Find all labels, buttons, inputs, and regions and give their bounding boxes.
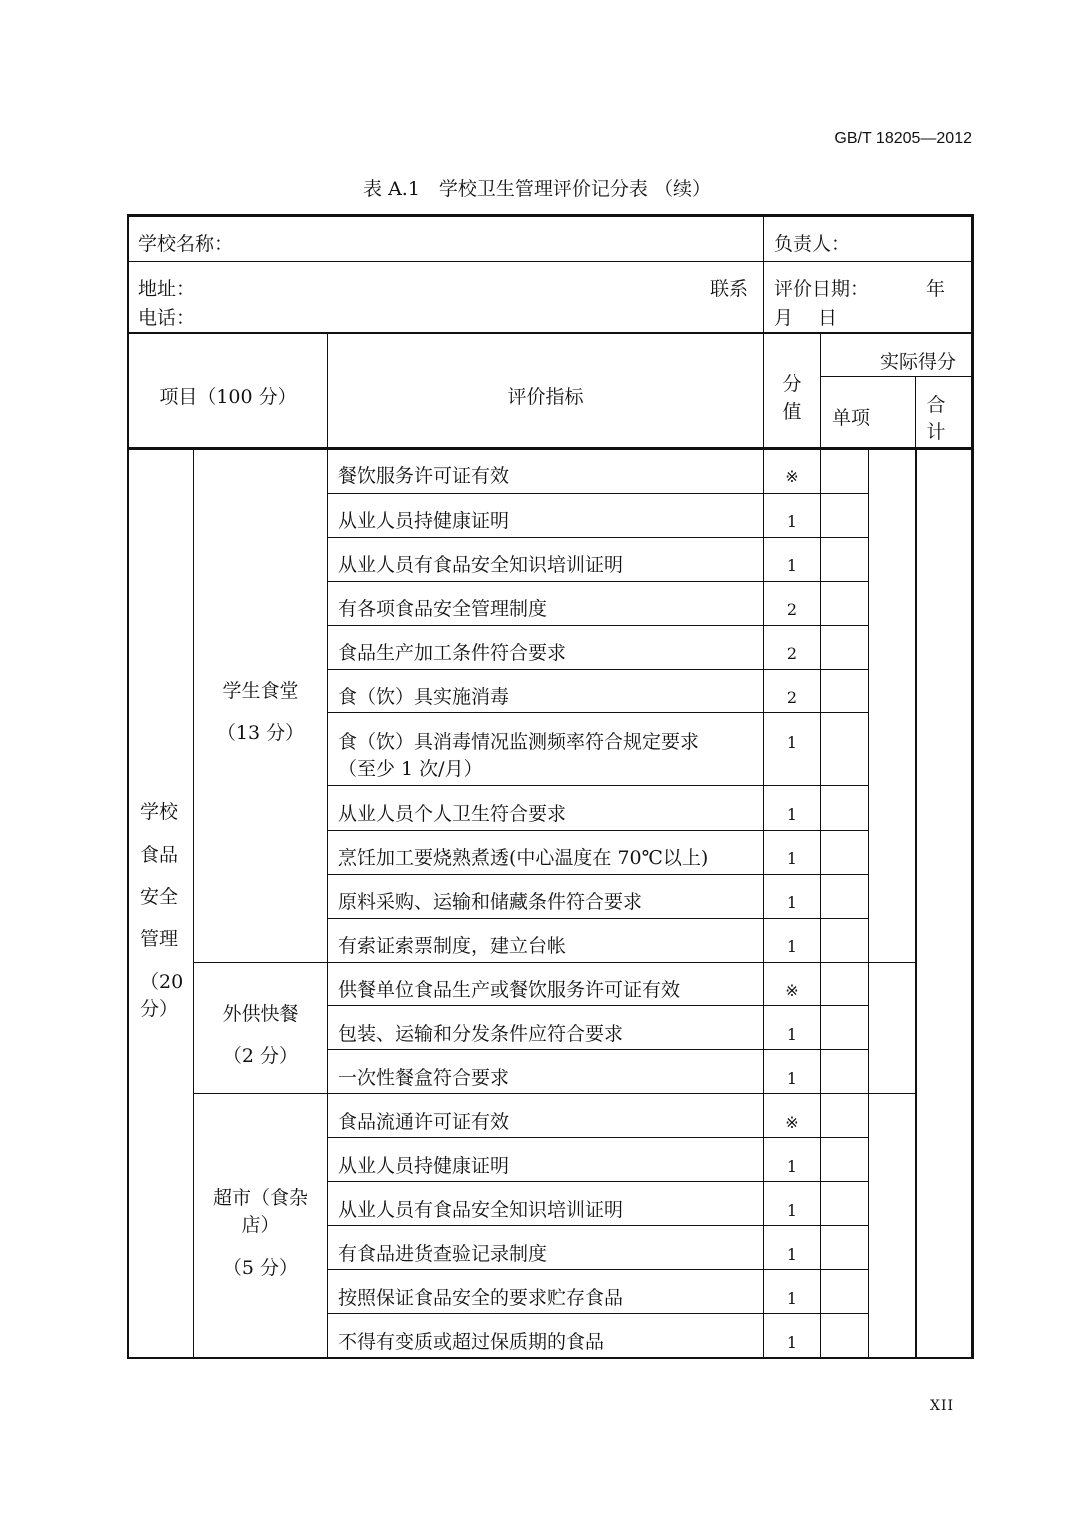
group-name-supermarket: 超市（食杂 bbox=[212, 1187, 308, 1209]
indicator-label: 食（饮）具消毒情况监测频率符合规定要求 bbox=[338, 731, 700, 753]
score-value: 2 bbox=[786, 644, 798, 663]
day-label: 日 bbox=[818, 307, 838, 329]
school-name-label: 学校名称： bbox=[138, 233, 234, 255]
month-label: 月 bbox=[774, 307, 794, 329]
eval-date-label: 评价日期： bbox=[774, 278, 870, 300]
score-value: 1 bbox=[786, 733, 798, 752]
indicator-label: 按照保证食品安全的要求贮存食品 bbox=[338, 1287, 624, 1309]
group-name-supermarket-cont: 店） bbox=[241, 1214, 280, 1236]
indicator-label: 从业人员有食品安全知识培训证明 bbox=[338, 554, 624, 576]
indicator-label: 餐饮服务许可证有效 bbox=[338, 465, 510, 487]
header-score-value: 分值 bbox=[782, 373, 802, 423]
year-label: 年 bbox=[926, 278, 946, 300]
score-value: ※ bbox=[785, 981, 799, 1000]
contact-label: 联系 bbox=[710, 278, 749, 300]
indicator-label: 有食品进货查验记录制度 bbox=[338, 1243, 548, 1265]
indicator-label: 原料采购、运输和储藏条件符合要求 bbox=[338, 891, 643, 913]
score-value: 1 bbox=[786, 1157, 798, 1176]
score-value: 1 bbox=[786, 1289, 798, 1308]
table-caption: 表 A.1 学校卫生管理评价记分表 （续） bbox=[363, 178, 711, 200]
indicator-label: 有索证索票制度，建立台帐 bbox=[338, 935, 567, 957]
indicator-label: 从业人员个人卫生符合要求 bbox=[338, 803, 567, 825]
header-indicator: 评价指标 bbox=[507, 386, 584, 408]
phone-label: 电话： bbox=[138, 307, 196, 329]
indicator-label: 有各项食品安全管理制度 bbox=[338, 598, 548, 620]
score-value: 2 bbox=[786, 688, 798, 707]
score-value: 1 bbox=[786, 937, 798, 956]
header-actual-score: 实际得分 bbox=[879, 351, 956, 373]
score-value: 1 bbox=[786, 1025, 798, 1044]
section-name-line: 管理 bbox=[140, 928, 179, 950]
person-in-charge-label: 负责人： bbox=[774, 233, 851, 255]
indicator-label: 食（饮）具实施消毒 bbox=[338, 686, 510, 708]
indicator-label: 从业人员有食品安全知识培训证明 bbox=[338, 1199, 624, 1221]
group-name-fastfood: 外供快餐 bbox=[222, 1003, 299, 1025]
score-value: ※ bbox=[785, 467, 799, 486]
score-value: ※ bbox=[785, 1113, 799, 1132]
page-number: XII bbox=[930, 1398, 955, 1414]
score-value: 1 bbox=[786, 556, 798, 575]
indicator-label: 从业人员持健康证明 bbox=[338, 1155, 510, 1177]
score-value: 1 bbox=[786, 1245, 798, 1264]
score-value: 1 bbox=[786, 512, 798, 531]
indicator-label: 食品生产加工条件符合要求 bbox=[338, 642, 567, 664]
score-value: 1 bbox=[786, 1069, 798, 1088]
section-points-line: （20 bbox=[140, 971, 184, 993]
indicator-label: 食品流通许可证有效 bbox=[338, 1111, 510, 1133]
indicator-label: 从业人员持健康证明 bbox=[338, 510, 510, 532]
score-value: 1 bbox=[786, 1201, 798, 1220]
group-points-supermarket: （5 分） bbox=[222, 1257, 299, 1279]
header-item: 项目（100 分） bbox=[159, 386, 297, 408]
score-value: 1 bbox=[786, 893, 798, 912]
indicator-label: 供餐单位食品生产或餐饮服务许可证有效 bbox=[338, 979, 681, 1001]
header-total: 合计 bbox=[926, 394, 946, 443]
indicator-label: 一次性餐盒符合要求 bbox=[338, 1067, 510, 1089]
header-single-item: 单项 bbox=[832, 407, 871, 429]
score-value: 1 bbox=[786, 849, 798, 868]
group-points-fastfood: （2 分） bbox=[222, 1045, 299, 1067]
indicator-label-cont: （至少 1 次/月） bbox=[338, 758, 483, 780]
section-name-line: 安全 bbox=[140, 886, 179, 908]
score-value: 1 bbox=[786, 805, 798, 824]
indicator-label: 不得有变质或超过保质期的食品 bbox=[338, 1331, 605, 1353]
address-label: 地址： bbox=[138, 278, 196, 300]
score-value: 1 bbox=[786, 1333, 798, 1352]
indicator-label: 包装、运输和分发条件应符合要求 bbox=[338, 1023, 624, 1045]
section-points-line: 分） bbox=[140, 998, 179, 1020]
group-name-canteen: 学生食堂 bbox=[222, 680, 299, 702]
indicator-label: 烹饪加工要烧熟煮透(中心温度在 70℃以上) bbox=[338, 847, 709, 869]
standard-code: GB/T 18205—2012 bbox=[834, 130, 972, 147]
section-name-line: 食品 bbox=[140, 844, 179, 866]
score-value: 2 bbox=[786, 600, 798, 619]
section-name-line: 学校 bbox=[140, 801, 179, 823]
group-points-canteen: （13 分） bbox=[216, 722, 305, 744]
